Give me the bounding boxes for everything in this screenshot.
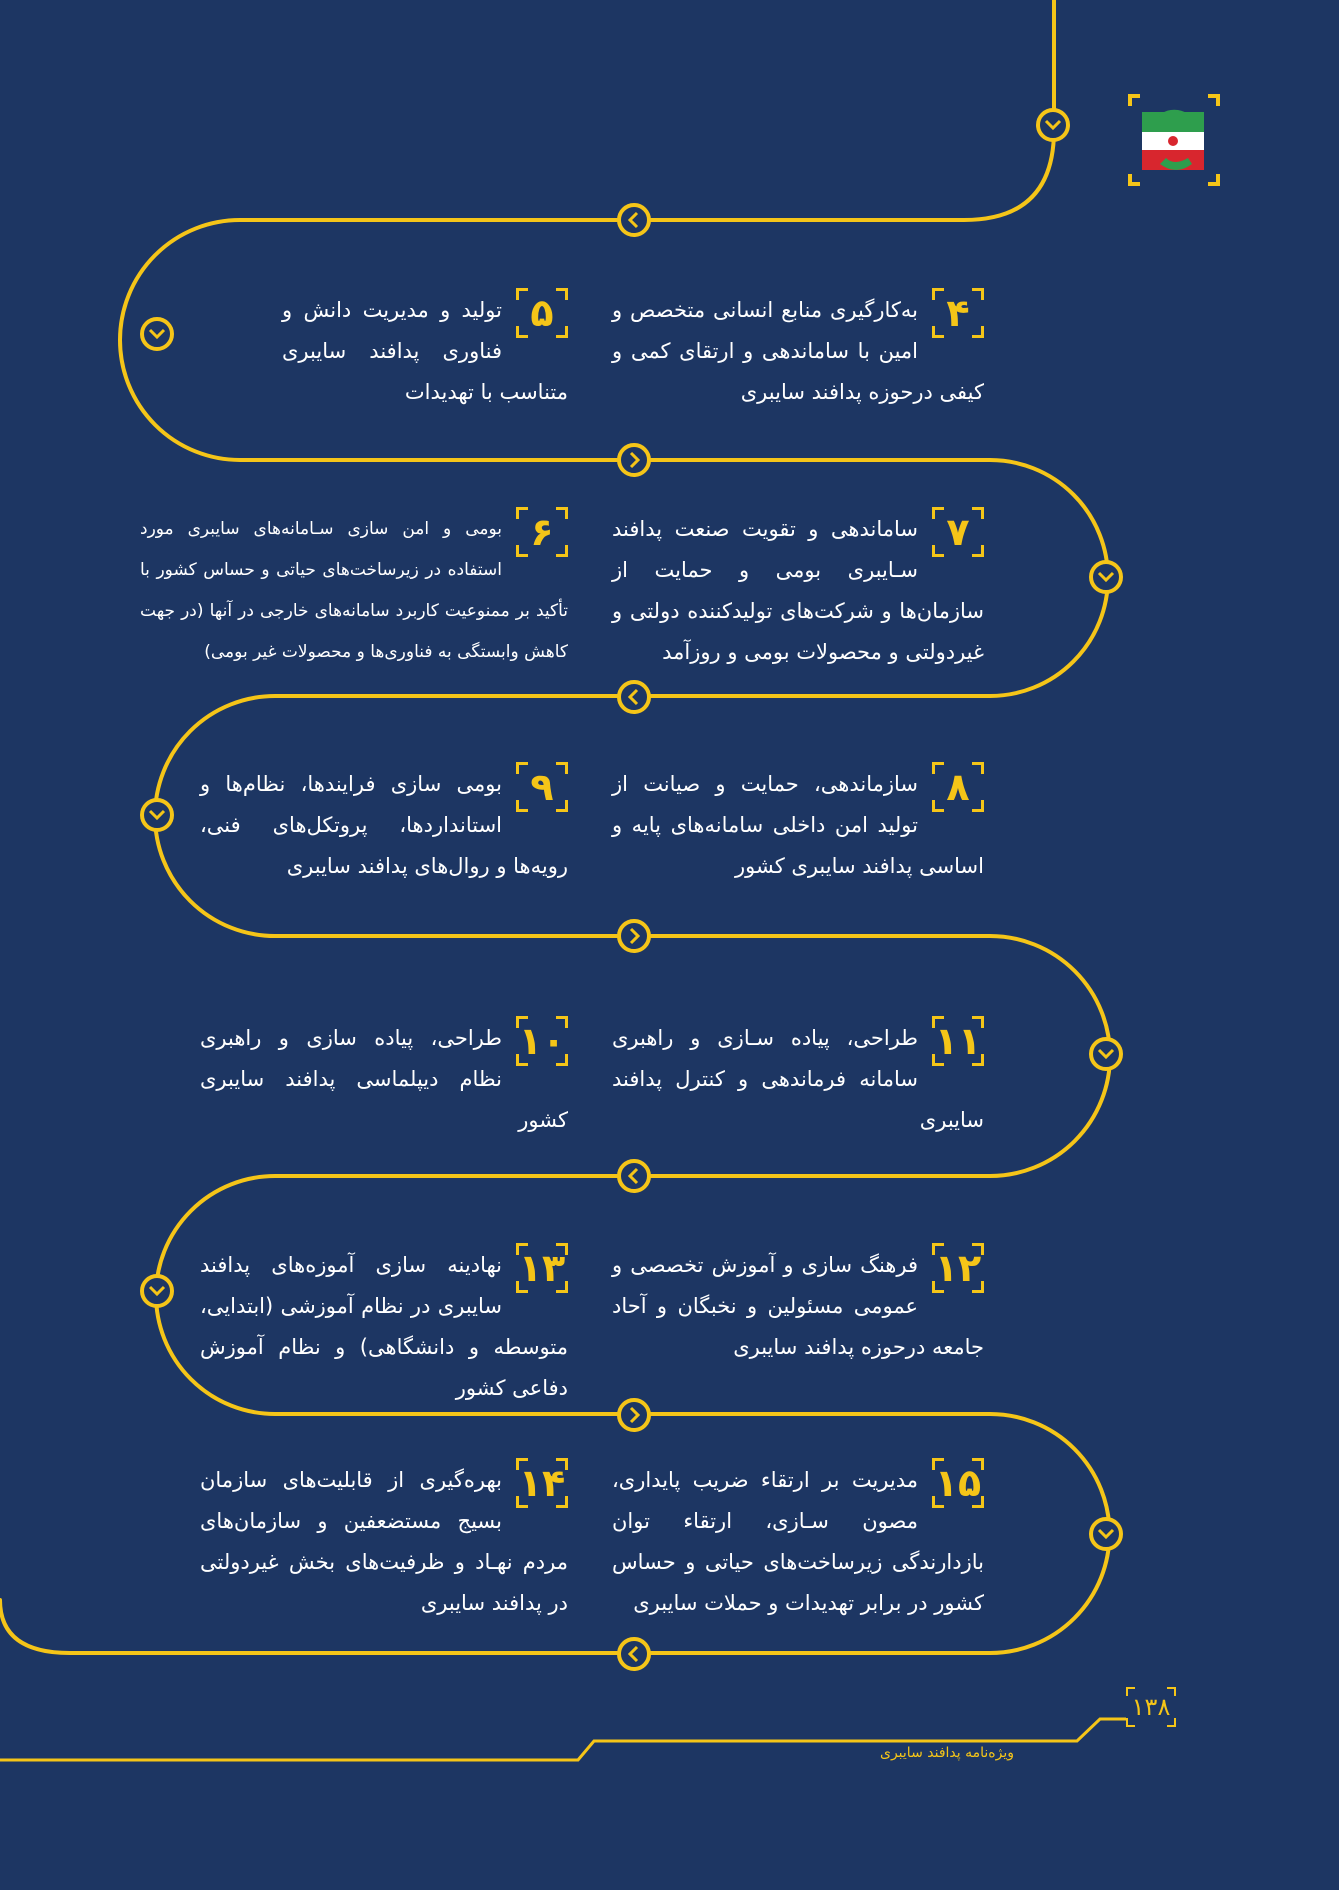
item-text: به‌کارگیری منابع انسانی متخصص و امین با ساماندهی و ارتقای کمی و کیفی درحوزه پدافند سایبری bbox=[612, 298, 984, 404]
item-number-badge bbox=[932, 507, 984, 557]
item-number-badge bbox=[516, 507, 568, 557]
item-13 bbox=[200, 1245, 568, 1409]
logo-emblem-icon bbox=[1126, 92, 1222, 188]
item-text: فرهنگ سازی و آموزش تخصصی و عمومی مسئولین و نخبگان و آحاد جامعه درحوزه پدافند سایبری bbox=[612, 1253, 984, 1359]
chevron-down-icon bbox=[142, 800, 172, 830]
item-text: ساماندهی و تقویت صنعت پدافند سـایبری بومی و حمایت از سازمان‌ها و شرکت‌های تولیدکننده دولتی و غیردولتی و محصولات بومی و روزآمد bbox=[612, 517, 984, 664]
item-number-badge bbox=[932, 1016, 984, 1066]
page-number-text: ۱۳۸ bbox=[1131, 1693, 1171, 1721]
item-7 bbox=[612, 509, 984, 673]
item-text: مدیریت بر ارتقاء ضریب پایداری، مصون سـازی، ارتقاء توان بازدارندگی زیرساخت‌های حیاتی و حساس کشور در برابر تهدیدات و حملات سایبری bbox=[612, 1468, 984, 1615]
item-text: بومی و امن سازی سـامانه‌های سایبری مورد استفاده در زیرساخت‌های حیاتی و حساس کشور با تأکید بر ممنوعیت کاربرد سامانه‌های خارجی در آنها (در جهت کاهش وابستگی به فناوری‌ها و محصولات غیر بومی) bbox=[140, 519, 568, 662]
chevron-down-icon bbox=[1091, 562, 1121, 592]
item-number: ۱۲ bbox=[934, 1246, 982, 1290]
item-4 bbox=[612, 290, 984, 413]
item-text: طراحی، پیاده سـازی و راهبری سامانه فرماندهی و کنترل پدافند سایبری bbox=[612, 1026, 984, 1132]
item-text: بومی سازی فرایندها، نظام‌ها و استانداردها، پروتکل‌های فنی، رویه‌ها و روال‌های پدافند سایبری bbox=[200, 772, 568, 878]
chevron-left-icon bbox=[619, 682, 649, 712]
page-number bbox=[1126, 1687, 1176, 1727]
item-9 bbox=[200, 764, 568, 887]
item-number-badge bbox=[516, 1458, 568, 1508]
item-number: ۷ bbox=[946, 510, 970, 554]
item-number: ۱۳ bbox=[518, 1246, 566, 1290]
item-number-badge bbox=[932, 1243, 984, 1293]
item-text: طراحی، پیاده سازی و راهبری نظام دیپلماسی پدافند سایبری کشور bbox=[200, 1026, 568, 1132]
chevron-down-icon bbox=[1091, 1519, 1121, 1549]
item-text: بهره‌گیری از قابلیت‌های سازمان بسیج مستضعفین و سازمان‌های مردم نهـاد و ظرفیت‌های بخش غیردولتی در پدافند سایبری bbox=[200, 1468, 568, 1615]
item-number: ۱۴ bbox=[518, 1461, 566, 1505]
item-12 bbox=[612, 1245, 984, 1368]
item-number-badge bbox=[516, 288, 568, 338]
chevron-down-icon bbox=[142, 1276, 172, 1306]
item-number: ۵ bbox=[530, 291, 554, 335]
item-number-badge bbox=[516, 1016, 568, 1066]
item-number: ۹ bbox=[530, 765, 554, 809]
item-number: ۸ bbox=[946, 765, 970, 809]
chevron-down-icon bbox=[1091, 1039, 1121, 1069]
item-6 bbox=[140, 509, 568, 673]
item-11 bbox=[612, 1018, 984, 1141]
chevron-down-icon bbox=[1038, 110, 1068, 140]
item-number: ۶ bbox=[530, 510, 554, 554]
footer-title: ویژه‌نامه پدافند سایبری bbox=[880, 1745, 1014, 1761]
chevron-left-icon bbox=[619, 205, 649, 235]
item-number: ۱۰ bbox=[518, 1019, 566, 1063]
item-text: تولید و مدیریت دانش و فناوری پدافند سایبری متناسب با تهدیدات bbox=[282, 298, 568, 404]
item-text: سازماندهی، حمایت و صیانت از تولید امن داخلی سامانه‌های پایه و اساسی پدافند سایبری کشور bbox=[612, 772, 984, 878]
item-number: ۴ bbox=[946, 291, 970, 335]
item-number-badge bbox=[932, 762, 984, 812]
chevron-down-icon bbox=[142, 319, 172, 349]
chevron-right-icon bbox=[619, 921, 649, 951]
item-14 bbox=[200, 1460, 568, 1624]
item-number-badge bbox=[932, 1458, 984, 1508]
chevron-left-icon bbox=[619, 1161, 649, 1191]
item-10 bbox=[200, 1018, 568, 1141]
item-number: ۱۱ bbox=[934, 1019, 982, 1063]
item-text: نهادینه سازی آموزه‌های پدافند سایبری در نظام آموزشی (ابتدایی، متوسطه و دانشگاهی) و نظام آموزش دفاعی کشور bbox=[200, 1253, 568, 1400]
item-number-badge bbox=[932, 288, 984, 338]
item-number-badge bbox=[516, 762, 568, 812]
chevron-right-icon bbox=[619, 1400, 649, 1430]
item-number-badge bbox=[516, 1243, 568, 1293]
item-15 bbox=[612, 1460, 984, 1624]
item-number: ۱۵ bbox=[934, 1461, 982, 1505]
chevron-right-icon bbox=[619, 445, 649, 475]
chevron-left-icon bbox=[619, 1639, 649, 1669]
item-8 bbox=[612, 764, 984, 887]
item-5 bbox=[282, 290, 568, 413]
